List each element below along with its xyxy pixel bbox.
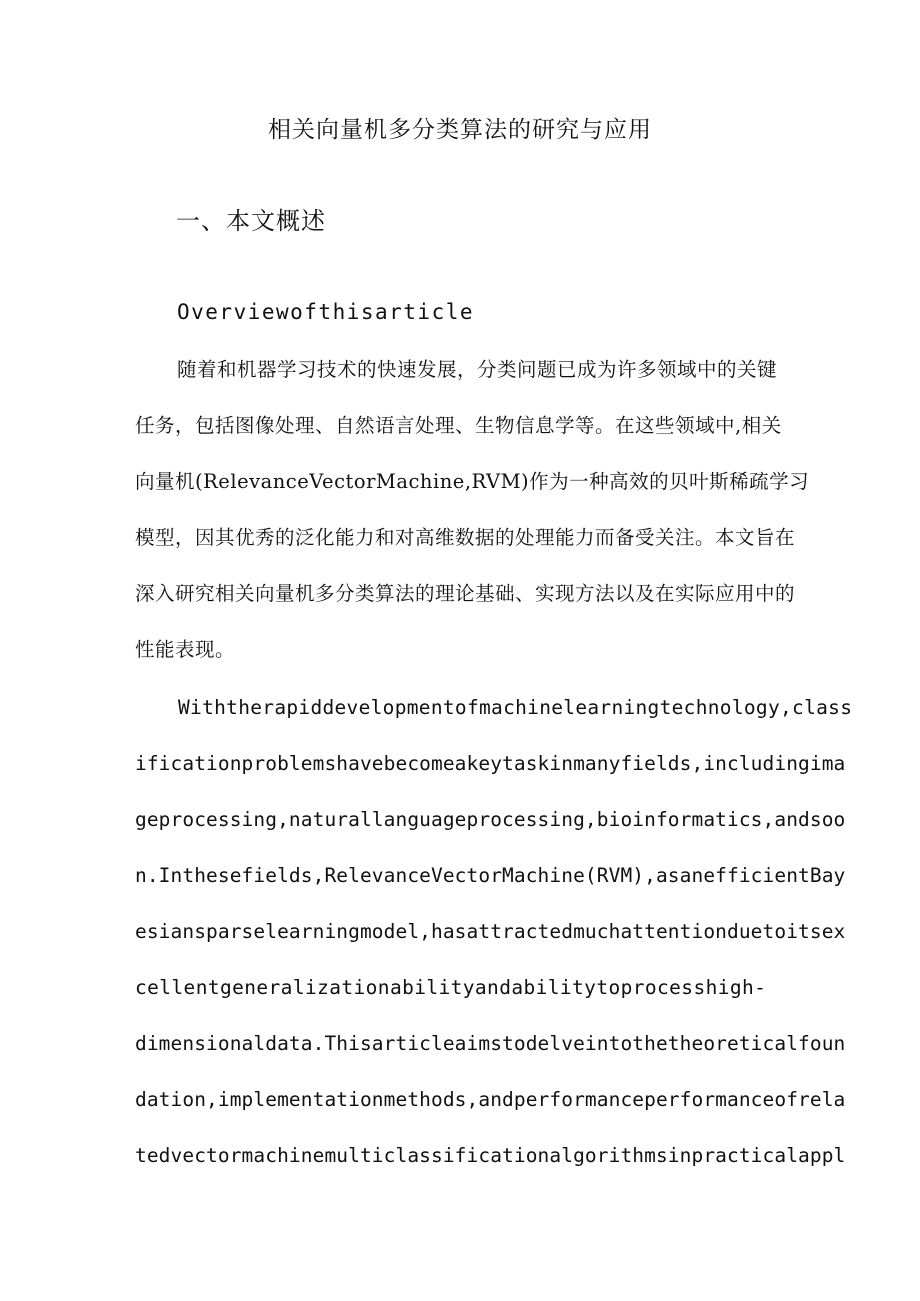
english-paragraph-line: n.Inthesefields,RelevanceVectorMachine(RVM),asanefficientBay xyxy=(135,864,846,887)
chinese-paragraph-line: 随着和机器学习技术的快速发展，分类问题已成为许多领域中的关键 xyxy=(177,358,778,381)
english-paragraph-line: cellentgeneralizationabilityandabilitytoprocesshigh- xyxy=(135,976,767,999)
chinese-paragraph-line: 向量机(RelevanceVectorMachine,RVM)作为一种高效的贝叶斯稀疏学习 xyxy=(135,470,810,493)
chinese-paragraph-line: 性能表现。 xyxy=(135,638,236,661)
chinese-paragraph-line: 模型，因其优秀的泛化能力和对高维数据的处理能力而备受关注。本文旨在 xyxy=(135,526,796,549)
english-paragraph-line: tedvectormachinemulticlassificationalgorithmsinpracticalappl xyxy=(135,1144,846,1167)
english-paragraph-line: esiansparselearningmodel,hasattractedmuchattentionduetoitsex xyxy=(135,920,846,943)
english-paragraph-line: geprocessing,naturallanguageprocessing,bioinformatics,andsoo xyxy=(135,808,846,831)
section-subheading: Overviewofthisarticle xyxy=(177,300,475,324)
english-paragraph-line: dimensionaldata.Thisarticleaimstodelveintothetheoreticalfoun xyxy=(135,1032,846,1055)
english-paragraph-line: dation,implementationmethods,andperformanceperformanceofrela xyxy=(135,1088,846,1111)
english-paragraph-line: Withtherapiddevelopmentofmachinelearningtechnology,class xyxy=(178,696,853,719)
section-heading: 一、本文概述 xyxy=(176,207,326,235)
chinese-paragraph-line: 任务，包括图像处理、自然语言处理、生物信息学等。在这些领域中,相关 xyxy=(135,414,782,437)
english-paragraph-line: ificationproblemshavebecomeakeytaskinmanyfields,includingima xyxy=(135,752,846,775)
chinese-paragraph-line: 深入研究相关向量机多分类算法的理论基础、实现方法以及在实际应用中的 xyxy=(135,582,796,605)
document-title: 相关向量机多分类算法的研究与应用 xyxy=(268,117,652,143)
